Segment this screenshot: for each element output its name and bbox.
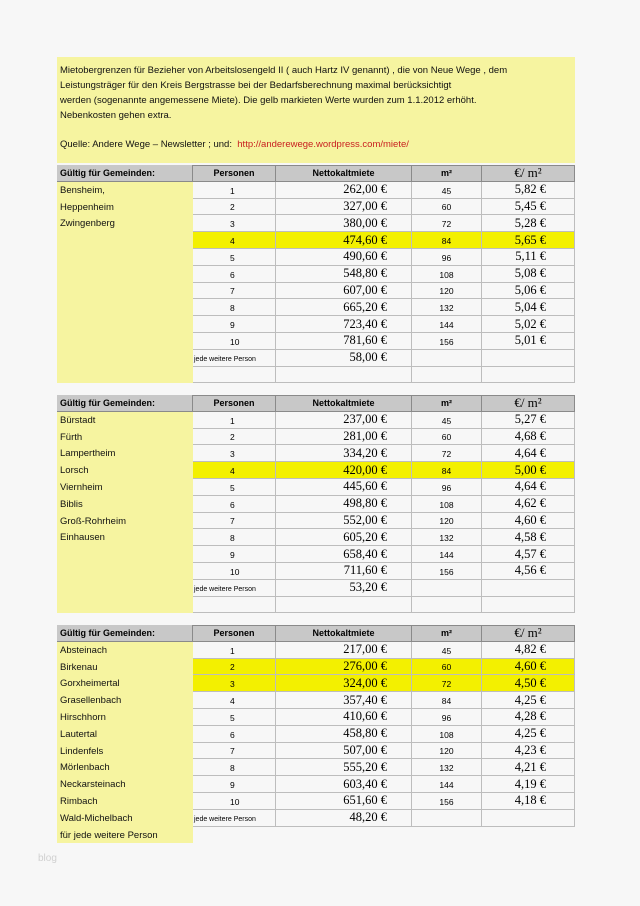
header-qm: m² — [412, 395, 482, 412]
persons-cell: 1 — [193, 412, 276, 429]
municipality-name: Bürstadt — [60, 414, 96, 426]
intro-text — [57, 57, 575, 163]
table-row — [57, 692, 575, 709]
rent-cell: 237,00 € — [276, 412, 412, 429]
qm-cell: 72 — [412, 215, 482, 232]
rent-cell: 327,00 € — [276, 199, 412, 216]
header-nettokaltmiete: Nettokaltmiete — [276, 165, 412, 182]
header-nettokaltmiete: Nettokaltmiete — [276, 395, 412, 412]
euro-per-qm-cell: 5,01 € — [482, 333, 575, 350]
rent-cell: 498,80 € — [276, 496, 412, 513]
extra-person-label: jede weitere Person — [193, 810, 276, 827]
rent-cell: 607,00 € — [276, 283, 412, 300]
municipality-name: Neckarsteinach — [60, 779, 126, 791]
table-row — [57, 445, 575, 462]
qm-cell: 84 — [412, 462, 482, 479]
table-row — [57, 412, 575, 429]
qm-cell: 72 — [412, 675, 482, 692]
persons-cell: 3 — [193, 675, 276, 692]
euro-per-qm-cell: 5,65 € — [482, 232, 575, 249]
rent-cell: 380,00 € — [276, 215, 412, 232]
table-row — [57, 182, 575, 199]
extra-person-row — [57, 350, 575, 367]
persons-cell: 8 — [193, 299, 276, 316]
qm-cell: 120 — [412, 283, 482, 300]
euro-per-qm-cell: 5,45 € — [482, 199, 575, 216]
rent-cell: 658,40 € — [276, 546, 412, 563]
qm-cell: 84 — [412, 692, 482, 709]
municipality-name: Mörlenbach — [60, 762, 110, 774]
persons-cell: 9 — [193, 316, 276, 333]
header-euro-per-qm: €/ m² — [482, 395, 575, 412]
table-row — [57, 316, 575, 333]
municipality-name: Grasellenbach — [60, 695, 122, 707]
rent-cell: 281,00 € — [276, 429, 412, 446]
persons-cell: 10 — [193, 333, 276, 350]
header-gemeinden: Gültig für Gemeinden: — [57, 395, 193, 412]
qm-cell: 132 — [412, 759, 482, 776]
table-row — [57, 266, 575, 283]
header-qm: m² — [412, 165, 482, 182]
empty-cell — [412, 367, 482, 384]
qm-cell: 132 — [412, 299, 482, 316]
rent-cell: 665,20 € — [276, 299, 412, 316]
municipality-name: Rimbach — [60, 796, 98, 807]
persons-cell: 8 — [193, 529, 276, 546]
rent-cell: 357,40 € — [276, 692, 412, 709]
qm-cell: 108 — [412, 496, 482, 513]
euro-per-qm-cell: 5,11 € — [482, 249, 575, 266]
persons-cell: 2 — [193, 429, 276, 446]
rent-cell: 217,00 € — [276, 642, 412, 659]
extra-person-rent: 53,20 € — [276, 580, 412, 597]
rent-table-block — [57, 625, 575, 843]
rent-cell: 781,60 € — [276, 333, 412, 350]
municipality-name: Absteinach — [60, 644, 108, 656]
persons-cell: 5 — [193, 249, 276, 266]
rent-cell: 474,60 € — [276, 232, 412, 249]
rent-cell: 555,20 € — [276, 759, 412, 776]
qm-cell: 120 — [412, 743, 482, 760]
euro-per-qm-cell: 4,56 € — [482, 563, 575, 580]
rent-cell: 548,80 € — [276, 266, 412, 283]
qm-cell: 156 — [412, 333, 482, 350]
euro-per-qm-cell: 4,68 € — [482, 429, 575, 446]
source-line — [60, 137, 575, 152]
extra-person-row — [57, 580, 575, 597]
euro-per-qm-cell: 4,23 € — [482, 743, 575, 760]
rent-table-block — [57, 165, 575, 383]
persons-cell: 5 — [193, 709, 276, 726]
euro-per-qm-cell: 4,57 € — [482, 546, 575, 563]
qm-cell: 96 — [412, 479, 482, 496]
qm-cell: 156 — [412, 563, 482, 580]
table-row — [57, 333, 575, 350]
table-row — [57, 496, 575, 513]
rent-cell: 603,40 € — [276, 776, 412, 793]
persons-cell: 6 — [193, 496, 276, 513]
persons-cell: 3 — [193, 215, 276, 232]
persons-cell: 9 — [193, 776, 276, 793]
extra-person-rent: 58,00 € — [276, 350, 412, 367]
extra-person-label: jede weitere Person — [193, 350, 276, 367]
intro-line: Nebenkosten gehen extra. — [60, 110, 172, 121]
empty-cell — [482, 350, 575, 367]
rent-cell: 262,00 € — [276, 182, 412, 199]
municipality-name: Heppenheim — [60, 201, 114, 213]
municipality-name: Hirschhorn — [60, 712, 106, 723]
rent-cell: 507,00 € — [276, 743, 412, 760]
table-row — [57, 429, 575, 446]
qm-cell: 108 — [412, 266, 482, 283]
table-row — [57, 659, 575, 676]
header-personen: Personen — [193, 165, 276, 182]
qm-cell: 45 — [412, 182, 482, 199]
rent-cell: 711,60 € — [276, 563, 412, 580]
persons-cell: 7 — [193, 513, 276, 530]
municipality-name: Einhausen — [60, 532, 105, 544]
euro-per-qm-cell: 4,18 € — [482, 793, 575, 810]
empty-row — [57, 367, 575, 384]
qm-cell: 96 — [412, 709, 482, 726]
persons-cell: 5 — [193, 479, 276, 496]
table-row — [57, 462, 575, 479]
municipality-name: Fürth — [60, 431, 83, 443]
header-gemeinden: Gültig für Gemeinden: — [57, 625, 193, 642]
municipality-name: Birkenau — [60, 661, 98, 673]
euro-per-qm-cell: 4,62 € — [482, 496, 575, 513]
euro-per-qm-cell: 5,28 € — [482, 215, 575, 232]
table-row — [57, 232, 575, 249]
municipality-name: Wald-Michelbach — [60, 812, 133, 824]
table-row — [57, 675, 575, 692]
rent-cell: 324,00 € — [276, 675, 412, 692]
table-row — [57, 776, 575, 793]
table-row — [57, 199, 575, 216]
persons-cell: 2 — [193, 659, 276, 676]
euro-per-qm-cell: 4,25 € — [482, 726, 575, 743]
rent-cell: 420,00 € — [276, 462, 412, 479]
source-link[interactable]: http://anderewege.wordpress.com/miete/ — [237, 139, 409, 150]
qm-cell: 144 — [412, 316, 482, 333]
header-euro-per-qm: €/ m² — [482, 625, 575, 642]
municipality-name: für jede weitere Person — [60, 829, 158, 841]
euro-per-qm-cell: 5,00 € — [482, 462, 575, 479]
rent-cell: 605,20 € — [276, 529, 412, 546]
qm-cell: 72 — [412, 445, 482, 462]
rent-cell: 651,60 € — [276, 793, 412, 810]
municipality-name: Bensheim, — [60, 184, 105, 196]
extra-person-label: jede weitere Person — [193, 580, 276, 597]
municipality-name: Groß-Rohrheim — [60, 515, 126, 527]
qm-cell: 144 — [412, 546, 482, 563]
rent-cell: 445,60 € — [276, 479, 412, 496]
header-personen: Personen — [193, 625, 276, 642]
persons-cell: 7 — [193, 283, 276, 300]
qm-cell: 96 — [412, 249, 482, 266]
empty-cell — [482, 597, 575, 614]
rent-cell: 552,00 € — [276, 513, 412, 530]
municipality-name: Gorxheimertal — [60, 678, 120, 690]
empty-cell — [482, 810, 575, 827]
persons-cell: 8 — [193, 759, 276, 776]
persons-cell: 1 — [193, 182, 276, 199]
table-row — [57, 709, 575, 726]
source-label: Quelle: Andere Wege – Newsletter ; und: — [60, 139, 232, 150]
empty-cell — [276, 367, 412, 384]
rent-table-block — [57, 395, 575, 613]
qm-cell: 45 — [412, 642, 482, 659]
euro-per-qm-cell: 5,08 € — [482, 266, 575, 283]
municipality-name: Biblis — [60, 498, 83, 510]
euro-per-qm-cell: 4,60 € — [482, 513, 575, 530]
rent-cell: 334,20 € — [276, 445, 412, 462]
header-nettokaltmiete: Nettokaltmiete — [276, 625, 412, 642]
table-row — [57, 283, 575, 300]
municipality-name: Lindenfels — [60, 745, 104, 757]
table-row — [57, 546, 575, 563]
persons-cell: 6 — [193, 266, 276, 283]
qm-cell: 60 — [412, 659, 482, 676]
header-gemeinden: Gültig für Gemeinden: — [57, 165, 193, 182]
persons-cell: 10 — [193, 793, 276, 810]
municipality-name: Lautertal — [60, 728, 97, 740]
persons-cell: 9 — [193, 546, 276, 563]
empty-row — [57, 597, 575, 614]
qm-cell: 156 — [412, 793, 482, 810]
euro-per-qm-cell: 5,27 € — [482, 412, 575, 429]
euro-per-qm-cell: 4,28 € — [482, 709, 575, 726]
persons-cell: 10 — [193, 563, 276, 580]
empty-cell — [412, 350, 482, 367]
persons-cell: 4 — [193, 692, 276, 709]
persons-cell: 4 — [193, 232, 276, 249]
qm-cell: 144 — [412, 776, 482, 793]
rent-cell: 410,60 € — [276, 709, 412, 726]
empty-cell — [412, 597, 482, 614]
qm-cell: 120 — [412, 513, 482, 530]
euro-per-qm-cell: 4,64 € — [482, 445, 575, 462]
table-row — [57, 743, 575, 760]
table-row — [57, 726, 575, 743]
euro-per-qm-cell: 4,19 € — [482, 776, 575, 793]
municipality-name: Lorsch — [60, 465, 89, 477]
qm-cell: 132 — [412, 529, 482, 546]
persons-cell: 4 — [193, 462, 276, 479]
empty-cell — [276, 597, 412, 614]
table-row — [57, 215, 575, 232]
qm-cell: 60 — [412, 429, 482, 446]
table-row — [57, 642, 575, 659]
empty-cell — [193, 367, 276, 384]
euro-per-qm-cell: 4,58 € — [482, 529, 575, 546]
euro-per-qm-cell: 4,82 € — [482, 642, 575, 659]
table-row — [57, 563, 575, 580]
persons-cell: 6 — [193, 726, 276, 743]
euro-per-qm-cell: 5,04 € — [482, 299, 575, 316]
euro-per-qm-cell: 4,60 € — [482, 659, 575, 676]
persons-cell: 3 — [193, 445, 276, 462]
rent-cell: 723,40 € — [276, 316, 412, 333]
euro-per-qm-cell: 4,64 € — [482, 479, 575, 496]
table-header-row — [57, 395, 575, 412]
empty-cell — [482, 580, 575, 597]
rent-cell: 490,60 € — [276, 249, 412, 266]
table-header-row — [57, 165, 575, 182]
extra-person-row — [57, 810, 575, 827]
empty-cell — [412, 580, 482, 597]
persons-cell: 7 — [193, 743, 276, 760]
intro-line: werden (sogenannte angemessene Miete). Die gelb markieten Werte wurden zum 1.1.2012 erhöht. — [60, 95, 477, 106]
header-qm: m² — [412, 625, 482, 642]
table-row — [57, 299, 575, 316]
table-row — [57, 759, 575, 776]
euro-per-qm-cell: 4,21 € — [482, 759, 575, 776]
header-euro-per-qm: €/ m² — [482, 165, 575, 182]
persons-cell: 1 — [193, 642, 276, 659]
persons-cell: 2 — [193, 199, 276, 216]
table-row — [57, 513, 575, 530]
euro-per-qm-cell: 5,82 € — [482, 182, 575, 199]
table-row — [57, 479, 575, 496]
table-header-row — [57, 625, 575, 642]
empty-cell — [412, 810, 482, 827]
rent-cell: 458,80 € — [276, 726, 412, 743]
euro-per-qm-cell: 4,50 € — [482, 675, 575, 692]
qm-cell: 108 — [412, 726, 482, 743]
qm-cell: 84 — [412, 232, 482, 249]
euro-per-qm-cell: 5,02 € — [482, 316, 575, 333]
euro-per-qm-cell: 4,25 € — [482, 692, 575, 709]
table-row — [57, 529, 575, 546]
table-row — [57, 793, 575, 810]
empty-cell — [482, 367, 575, 384]
municipality-name: Lampertheim — [60, 448, 116, 460]
municipality-name: Zwingenberg — [60, 218, 115, 230]
qm-cell: 45 — [412, 412, 482, 429]
watermark: blog — [38, 853, 57, 864]
intro-line: Leistungsträger für den Kreis Bergstrasse bei der Bedarfsberechnung maximal berücksichtigt — [60, 80, 452, 91]
empty-cell — [193, 597, 276, 614]
municipality-name: Viernheim — [60, 482, 103, 493]
header-personen: Personen — [193, 395, 276, 412]
rent-cell: 276,00 € — [276, 659, 412, 676]
intro-line: Mietobergrenzen für Bezieher von Arbeitslosengeld II ( auch Hartz IV genannt) , die von Neue Wege , dem — [60, 65, 508, 76]
extra-person-rent: 48,20 € — [276, 810, 412, 827]
table-row — [57, 249, 575, 266]
euro-per-qm-cell: 5,06 € — [482, 283, 575, 300]
qm-cell: 60 — [412, 199, 482, 216]
